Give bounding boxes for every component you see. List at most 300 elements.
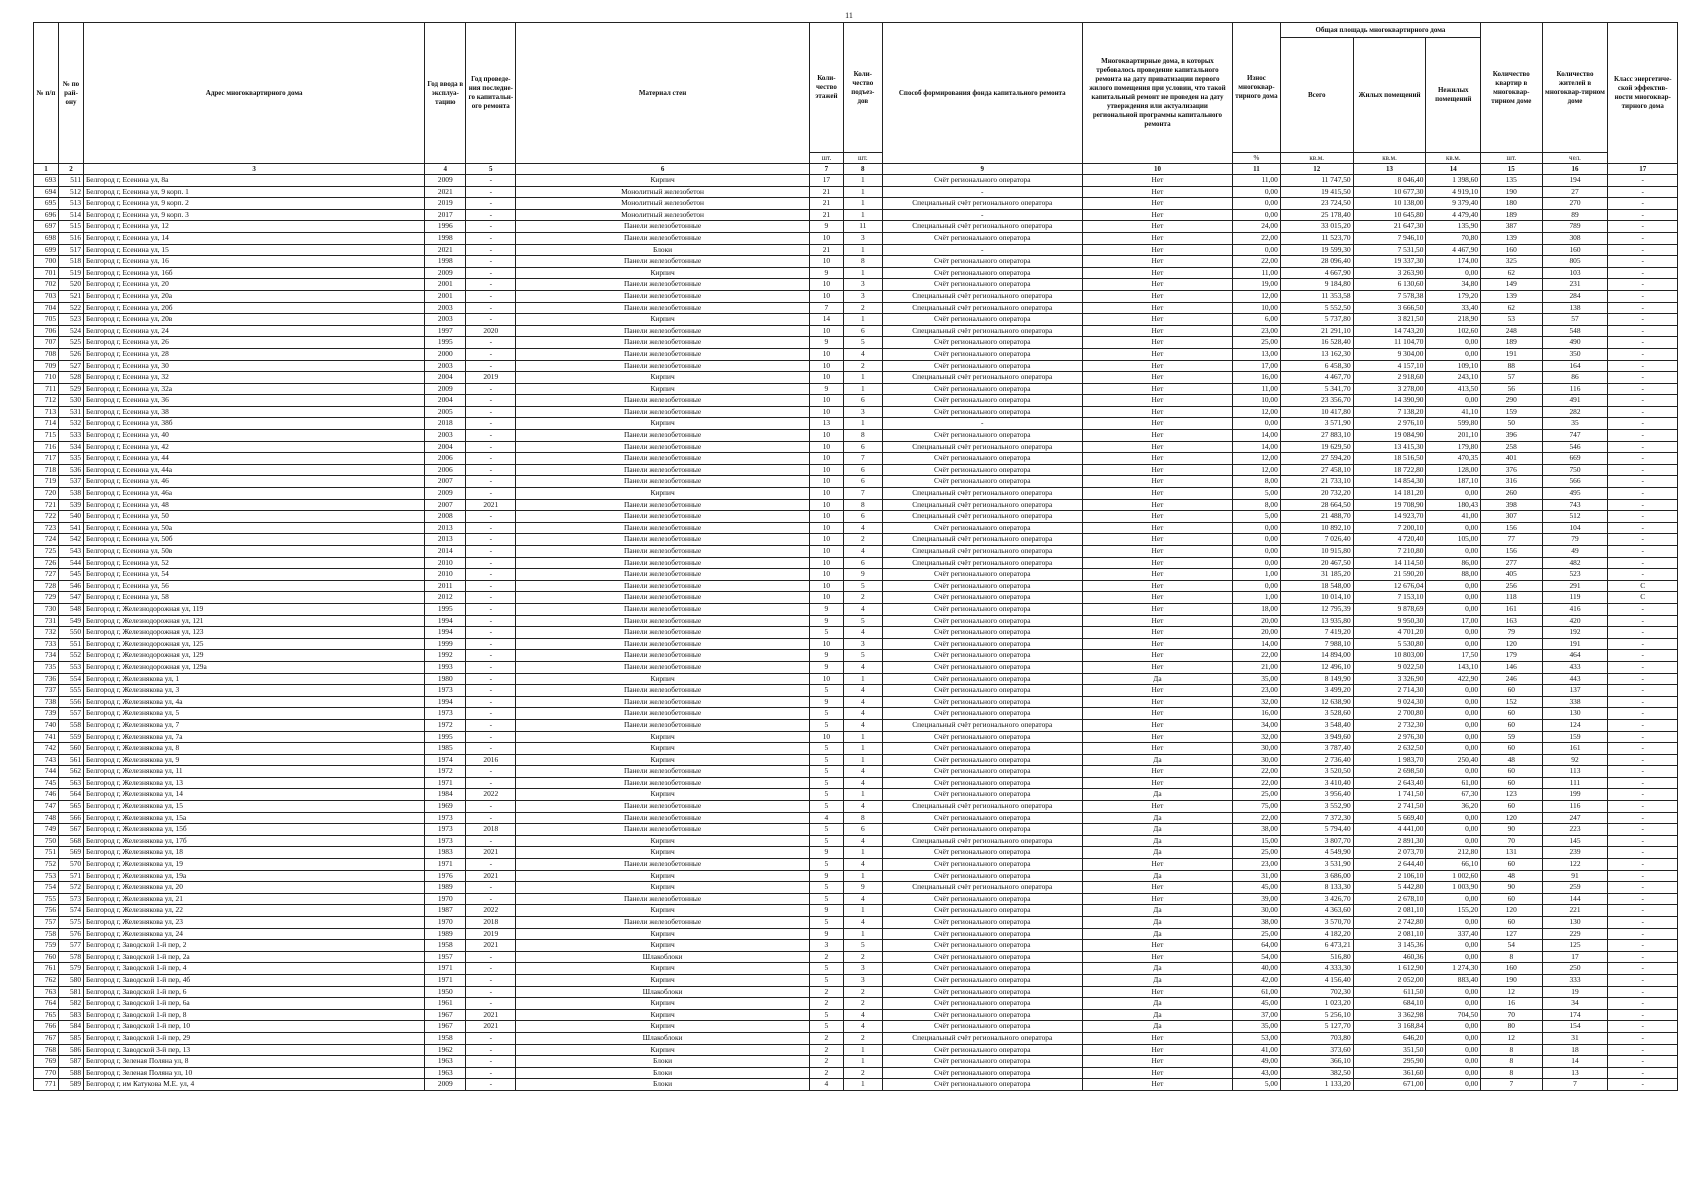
cell-entrances: 6 <box>843 557 882 569</box>
cell-area-living: 2 918,60 <box>1353 372 1426 384</box>
cell-wall-material: Кирпич <box>516 847 810 859</box>
cell-wear: 22,00 <box>1233 232 1281 244</box>
cell-apartments: 156 <box>1481 546 1542 558</box>
cell-row-number: 704 <box>34 302 59 314</box>
cell-entrances: 1 <box>843 905 882 917</box>
cell-floors: 10 <box>809 290 843 302</box>
cell-last-repair-year: 2021 <box>466 940 516 952</box>
cell-apartments: 189 <box>1481 337 1542 349</box>
cell-floors: 10 <box>809 256 843 268</box>
cell-district-number: 533 <box>59 430 84 442</box>
cell-entrances: 4 <box>843 801 882 813</box>
cell-residents: 104 <box>1542 522 1608 534</box>
cell-floors: 2 <box>809 1032 843 1044</box>
cell-wall-material: Панели железобетонные <box>516 499 810 511</box>
cell-area-total: 16 528,40 <box>1280 337 1353 349</box>
cell-district-number: 514 <box>59 209 84 221</box>
cell-entrances: 1 <box>843 372 882 384</box>
cell-address: Белгород г, им Катукова М.Е. ул, 4 <box>84 1079 425 1091</box>
cell-entrances: 4 <box>843 1009 882 1021</box>
cell-last-repair-year: - <box>466 893 516 905</box>
cell-residents: 14 <box>1542 1056 1608 1068</box>
cell-address: Белгород г, Железнякова ул, 24 <box>84 928 425 940</box>
cell-repair-required: Нет <box>1082 522 1232 534</box>
cell-area-nonliving: 0,00 <box>1426 1021 1481 1033</box>
cell-wall-material: Кирпич <box>516 418 810 430</box>
table-row <box>34 256 1678 268</box>
cell-wear: 49,00 <box>1233 1056 1281 1068</box>
cell-energy-class: - <box>1608 453 1678 465</box>
cell-row-number: 750 <box>34 835 59 847</box>
cell-residents: 57 <box>1542 314 1608 326</box>
cell-area-total: 12 638,90 <box>1280 696 1353 708</box>
cell-area-nonliving: 41,00 <box>1426 511 1481 523</box>
cell-fund-method: Счёт регионального оператора <box>882 314 1082 326</box>
cell-fund-method: Счёт регионального оператора <box>882 847 1082 859</box>
cell-row-number: 730 <box>34 603 59 615</box>
cell-year-built: 1989 <box>425 928 466 940</box>
table-row <box>34 708 1678 720</box>
cell-wear: 10,00 <box>1233 395 1281 407</box>
cell-floors: 5 <box>809 917 843 929</box>
cell-apartments: 59 <box>1481 731 1542 743</box>
cell-apartments: 48 <box>1481 754 1542 766</box>
unit-area-living: кв.м. <box>1353 153 1426 164</box>
cell-row-number: 771 <box>34 1079 59 1091</box>
cell-wall-material: Кирпич <box>516 1044 810 1056</box>
cell-residents: 160 <box>1542 244 1608 256</box>
cell-floors: 9 <box>809 221 843 233</box>
cell-year-built: 2007 <box>425 499 466 511</box>
cell-row-number: 765 <box>34 1009 59 1021</box>
table-row <box>34 650 1678 662</box>
cell-area-nonliving: 0,00 <box>1426 719 1481 731</box>
cell-row-number: 766 <box>34 1021 59 1033</box>
cell-repair-required: Нет <box>1082 499 1232 511</box>
table-row <box>34 603 1678 615</box>
cell-entrances: 4 <box>843 627 882 639</box>
cell-wall-material: Панели железобетонные <box>516 569 810 581</box>
cell-year-built: 2006 <box>425 453 466 465</box>
cell-residents: 35 <box>1542 418 1608 430</box>
cell-entrances: 3 <box>843 290 882 302</box>
cell-area-living: 2 073,70 <box>1353 847 1426 859</box>
cell-repair-required: Нет <box>1082 511 1232 523</box>
cell-energy-class: - <box>1608 696 1678 708</box>
cell-repair-required: Да <box>1082 917 1232 929</box>
cell-district-number: 586 <box>59 1044 84 1056</box>
cell-fund-method: Специальный счёт регионального оператора <box>882 882 1082 894</box>
cell-fund-method: Специальный счёт регионального оператора <box>882 534 1082 546</box>
cell-area-living: 14 114,50 <box>1353 557 1426 569</box>
cell-district-number: 573 <box>59 893 84 905</box>
table-row <box>34 731 1678 743</box>
cell-year-built: 2018 <box>425 418 466 430</box>
table-row <box>34 998 1678 1010</box>
cell-wall-material: Кирпич <box>516 372 810 384</box>
cell-energy-class: - <box>1608 383 1678 395</box>
cell-floors: 9 <box>809 661 843 673</box>
cell-energy-class: - <box>1608 325 1678 337</box>
table-row <box>34 569 1678 581</box>
cell-apartments: 307 <box>1481 511 1542 523</box>
cell-address: Белгород г, Железнякова ул, 22 <box>84 905 425 917</box>
cell-area-nonliving: 0,00 <box>1426 766 1481 778</box>
cell-address: Белгород г, Железнодорожная ул, 121 <box>84 615 425 627</box>
cell-area-nonliving: 155,20 <box>1426 905 1481 917</box>
cell-area-nonliving: 0,00 <box>1426 638 1481 650</box>
cell-fund-method: - <box>882 418 1082 430</box>
cell-apartments: 70 <box>1481 1009 1542 1021</box>
cell-area-total: 5 552,50 <box>1280 302 1353 314</box>
cell-area-living: 684,10 <box>1353 998 1426 1010</box>
cell-wear: 25,00 <box>1233 337 1281 349</box>
cell-area-nonliving: 34,80 <box>1426 279 1481 291</box>
cell-address: Белгород г, Есенина ул, 12 <box>84 221 425 233</box>
cell-floors: 14 <box>809 314 843 326</box>
cell-area-living: 3 326,90 <box>1353 673 1426 685</box>
cell-repair-required: Нет <box>1082 893 1232 905</box>
cell-wear: 22,00 <box>1233 812 1281 824</box>
cell-wear: 1,00 <box>1233 569 1281 581</box>
cell-year-built: 1998 <box>425 232 466 244</box>
cell-residents: 231 <box>1542 279 1608 291</box>
cell-repair-required: Нет <box>1082 302 1232 314</box>
cell-residents: 743 <box>1542 499 1608 511</box>
cell-area-total: 23 724,50 <box>1280 198 1353 210</box>
cell-address: Белгород г, Железнякова ул, 15а <box>84 812 425 824</box>
cell-entrances: 2 <box>843 951 882 963</box>
cell-district-number: 566 <box>59 812 84 824</box>
cell-address: Белгород г, Есенина ул, 20а <box>84 290 425 302</box>
cell-year-built: 2017 <box>425 209 466 221</box>
cell-area-living: 4 441,00 <box>1353 824 1426 836</box>
cell-row-number: 725 <box>34 546 59 558</box>
cell-energy-class: - <box>1608 534 1678 546</box>
cell-area-total: 3 520,50 <box>1280 766 1353 778</box>
cell-year-built: 2021 <box>425 244 466 256</box>
cell-last-repair-year: - <box>466 488 516 500</box>
cell-residents: 144 <box>1542 893 1608 905</box>
cell-energy-class: - <box>1608 348 1678 360</box>
cell-apartments: 127 <box>1481 928 1542 940</box>
cell-floors: 5 <box>809 835 843 847</box>
cell-last-repair-year: - <box>466 476 516 488</box>
cell-area-total: 3 570,70 <box>1280 917 1353 929</box>
cell-repair-required: Нет <box>1082 534 1232 546</box>
cell-year-built: 1993 <box>425 661 466 673</box>
cell-entrances: 6 <box>843 511 882 523</box>
cell-district-number: 553 <box>59 661 84 673</box>
cell-row-number: 749 <box>34 824 59 836</box>
cell-entrances: 2 <box>843 592 882 604</box>
cell-area-nonliving: 413,50 <box>1426 383 1481 395</box>
cell-address: Белгород г, Железнякова ул, 20 <box>84 882 425 894</box>
cell-residents: 27 <box>1542 186 1608 198</box>
cell-fund-method: Специальный счёт регионального оператора <box>882 488 1082 500</box>
cell-residents: 464 <box>1542 650 1608 662</box>
cell-repair-required: Нет <box>1082 232 1232 244</box>
cell-area-living: 19 337,30 <box>1353 256 1426 268</box>
cell-district-number: 568 <box>59 835 84 847</box>
cell-repair-required: Нет <box>1082 314 1232 326</box>
cell-address: Белгород г, Есенина ул, 8а <box>84 175 425 187</box>
cell-area-total: 8 149,90 <box>1280 673 1353 685</box>
cell-district-number: 559 <box>59 731 84 743</box>
cell-apartments: 190 <box>1481 186 1542 198</box>
cell-area-nonliving: 0,00 <box>1426 731 1481 743</box>
cell-energy-class: - <box>1608 963 1678 975</box>
cell-apartments: 258 <box>1481 441 1542 453</box>
cell-residents: 333 <box>1542 974 1608 986</box>
cell-energy-class: - <box>1608 824 1678 836</box>
cell-wear: 37,00 <box>1233 1009 1281 1021</box>
cell-floors: 9 <box>809 615 843 627</box>
cell-area-total: 27 883,10 <box>1280 430 1353 442</box>
cell-wall-material: Панели железобетонные <box>516 290 810 302</box>
cell-wall-material: Шлакоблоки <box>516 1032 810 1044</box>
cell-last-repair-year: - <box>466 580 516 592</box>
cell-residents: 221 <box>1542 905 1608 917</box>
cell-row-number: 747 <box>34 801 59 813</box>
cell-entrances: 9 <box>843 882 882 894</box>
cell-residents: 124 <box>1542 719 1608 731</box>
cell-area-living: 2 678,10 <box>1353 893 1426 905</box>
cell-area-total: 11 747,50 <box>1280 175 1353 187</box>
cell-area-total: 4 333,30 <box>1280 963 1353 975</box>
cell-row-number: 696 <box>34 209 59 221</box>
housing-register-sheet <box>33 22 1678 1091</box>
cell-year-built: 1969 <box>425 801 466 813</box>
cell-year-built: 1961 <box>425 998 466 1010</box>
cell-area-total: 1 133,20 <box>1280 1079 1353 1091</box>
cell-energy-class: - <box>1608 186 1678 198</box>
cell-floors: 10 <box>809 511 843 523</box>
cell-energy-class: - <box>1608 418 1678 430</box>
cell-row-number: 757 <box>34 917 59 929</box>
cell-address: Белгород г, Заводской 3-й пер, 13 <box>84 1044 425 1056</box>
cell-address: Белгород г, Есенина ул, 44 <box>84 453 425 465</box>
cell-entrances: 1 <box>843 754 882 766</box>
cell-residents: 7 <box>1542 1079 1608 1091</box>
cell-wear: 75,00 <box>1233 801 1281 813</box>
cell-area-nonliving: 41,10 <box>1426 406 1481 418</box>
cell-floors: 21 <box>809 186 843 198</box>
cell-residents: 338 <box>1542 696 1608 708</box>
cell-residents: 138 <box>1542 302 1608 314</box>
cell-fund-method: Счёт регионального оператора <box>882 615 1082 627</box>
cell-area-living: 460,36 <box>1353 951 1426 963</box>
cell-apartments: 53 <box>1481 314 1542 326</box>
cell-energy-class: - <box>1608 476 1678 488</box>
cell-wear: 0,00 <box>1233 522 1281 534</box>
cell-area-nonliving: 4 467,90 <box>1426 244 1481 256</box>
cell-repair-required: Нет <box>1082 685 1232 697</box>
cell-year-built: 1963 <box>425 1067 466 1079</box>
cell-last-repair-year: - <box>466 859 516 871</box>
cell-residents: 491 <box>1542 395 1608 407</box>
cell-energy-class: - <box>1608 372 1678 384</box>
cell-entrances: 1 <box>843 743 882 755</box>
cell-area-nonliving: 0,00 <box>1426 580 1481 592</box>
cell-area-living: 2 700,80 <box>1353 708 1426 720</box>
cell-floors: 10 <box>809 499 843 511</box>
cell-floors: 5 <box>809 974 843 986</box>
header-row-number: № п/п <box>34 23 59 164</box>
cell-wall-material: Панели железобетонные <box>516 603 810 615</box>
cell-repair-required: Нет <box>1082 418 1232 430</box>
table-row <box>34 824 1678 836</box>
cell-wear: 5,00 <box>1233 1079 1281 1091</box>
cell-district-number: 537 <box>59 476 84 488</box>
cell-last-repair-year: - <box>466 221 516 233</box>
cell-district-number: 527 <box>59 360 84 372</box>
cell-floors: 10 <box>809 546 843 558</box>
cell-residents: 19 <box>1542 986 1608 998</box>
cell-address: Белгород г, Есенина ул, 56 <box>84 580 425 592</box>
cell-area-total: 3 956,40 <box>1280 789 1353 801</box>
cell-district-number: 572 <box>59 882 84 894</box>
cell-wall-material: Шлакоблоки <box>516 951 810 963</box>
cell-energy-class: - <box>1608 812 1678 824</box>
cell-wall-material: Панели железобетонные <box>516 766 810 778</box>
cell-repair-required: Нет <box>1082 569 1232 581</box>
cell-fund-method: Счёт регионального оператора <box>882 789 1082 801</box>
cell-wall-material: Панели железобетонные <box>516 917 810 929</box>
cell-wall-material: Панели железобетонные <box>516 279 810 291</box>
cell-area-nonliving: 0,00 <box>1426 940 1481 952</box>
cell-floors: 9 <box>809 383 843 395</box>
cell-fund-method: Счёт регионального оператора <box>882 708 1082 720</box>
table-row <box>34 905 1678 917</box>
cell-wear: 8,00 <box>1233 476 1281 488</box>
cell-energy-class: - <box>1608 951 1678 963</box>
cell-wall-material: Панели железобетонные <box>516 661 810 673</box>
cell-wall-material: Панели железобетонные <box>516 511 810 523</box>
table-row <box>34 847 1678 859</box>
cell-area-nonliving: 1 002,60 <box>1426 870 1481 882</box>
cell-last-repair-year: - <box>466 731 516 743</box>
cell-fund-method: Счёт регионального оператора <box>882 963 1082 975</box>
cell-apartments: 180 <box>1481 198 1542 210</box>
cell-last-repair-year: - <box>466 383 516 395</box>
cell-last-repair-year: - <box>466 777 516 789</box>
cell-area-living: 19 708,90 <box>1353 499 1426 511</box>
cell-area-living: 14 743,20 <box>1353 325 1426 337</box>
cell-wear: 6,00 <box>1233 314 1281 326</box>
cell-wear: 45,00 <box>1233 998 1281 1010</box>
cell-area-nonliving: 0,00 <box>1426 348 1481 360</box>
cell-last-repair-year: - <box>466 696 516 708</box>
cell-area-living: 2 643,40 <box>1353 777 1426 789</box>
cell-energy-class: - <box>1608 1056 1678 1068</box>
cell-row-number: 753 <box>34 870 59 882</box>
cell-wear: 22,00 <box>1233 777 1281 789</box>
cell-floors: 9 <box>809 267 843 279</box>
cell-wall-material: Панели железобетонные <box>516 302 810 314</box>
cell-district-number: 548 <box>59 603 84 615</box>
cell-area-nonliving: 0,00 <box>1426 1044 1481 1056</box>
cell-entrances: 1 <box>843 731 882 743</box>
table-row <box>34 986 1678 998</box>
cell-area-living: 3 278,00 <box>1353 383 1426 395</box>
col-number: 12 <box>1280 164 1353 175</box>
cell-area-nonliving: 0,00 <box>1426 998 1481 1010</box>
cell-energy-class: - <box>1608 638 1678 650</box>
cell-floors: 9 <box>809 847 843 859</box>
cell-energy-class: - <box>1608 546 1678 558</box>
cell-wear: 0,00 <box>1233 580 1281 592</box>
cell-residents: 546 <box>1542 441 1608 453</box>
col-number: 1 <box>34 164 59 175</box>
cell-district-number: 516 <box>59 232 84 244</box>
cell-wear: 45,00 <box>1233 882 1281 894</box>
cell-last-repair-year: 2022 <box>466 905 516 917</box>
cell-district-number: 551 <box>59 638 84 650</box>
cell-area-total: 21 733,10 <box>1280 476 1353 488</box>
cell-residents: 89 <box>1542 209 1608 221</box>
cell-area-nonliving: 0,00 <box>1426 812 1481 824</box>
cell-energy-class: - <box>1608 777 1678 789</box>
cell-district-number: 535 <box>59 453 84 465</box>
cell-entrances: 3 <box>843 963 882 975</box>
cell-area-total: 11 353,58 <box>1280 290 1353 302</box>
cell-wall-material: Кирпич <box>516 835 810 847</box>
cell-district-number: 522 <box>59 302 84 314</box>
cell-fund-method: Специальный счёт регионального оператора <box>882 372 1082 384</box>
cell-wear: 22,00 <box>1233 650 1281 662</box>
cell-address: Белгород г, Заводской 1-й пер, 29 <box>84 1032 425 1044</box>
cell-district-number: 530 <box>59 395 84 407</box>
table-row <box>34 917 1678 929</box>
cell-area-living: 3 362,98 <box>1353 1009 1426 1021</box>
cell-address: Белгород г, Есенина ул, 9 корп. 1 <box>84 186 425 198</box>
cell-area-nonliving: 704,50 <box>1426 1009 1481 1021</box>
cell-last-repair-year: - <box>466 244 516 256</box>
cell-energy-class: - <box>1608 464 1678 476</box>
table-row <box>34 1056 1678 1068</box>
cell-area-total: 7 419,20 <box>1280 627 1353 639</box>
cell-floors: 9 <box>809 337 843 349</box>
cell-wear: 17,00 <box>1233 360 1281 372</box>
table-row <box>34 963 1678 975</box>
cell-residents: 490 <box>1542 337 1608 349</box>
table-body <box>34 175 1678 1091</box>
cell-apartments: 161 <box>1481 603 1542 615</box>
cell-area-total: 3 499,20 <box>1280 685 1353 697</box>
cell-area-living: 7 210,80 <box>1353 546 1426 558</box>
cell-energy-class: - <box>1608 685 1678 697</box>
cell-area-living: 611,50 <box>1353 986 1426 998</box>
cell-fund-method: Счёт регионального оператора <box>882 453 1082 465</box>
cell-area-living: 9 022,50 <box>1353 661 1426 673</box>
cell-area-total: 10 915,80 <box>1280 546 1353 558</box>
header-address: Адрес многоквартирного дома <box>84 23 425 164</box>
cell-residents: 223 <box>1542 824 1608 836</box>
cell-wall-material: Кирпич <box>516 267 810 279</box>
cell-repair-required: Да <box>1082 812 1232 824</box>
cell-wall-material: Панели железобетонные <box>516 476 810 488</box>
cell-year-built: 1999 <box>425 638 466 650</box>
cell-floors: 10 <box>809 580 843 592</box>
cell-year-built: 2013 <box>425 534 466 546</box>
cell-repair-required: Нет <box>1082 372 1232 384</box>
unit-area-total: кв.м. <box>1280 153 1353 164</box>
cell-wear: 24,00 <box>1233 221 1281 233</box>
cell-district-number: 569 <box>59 847 84 859</box>
cell-wall-material: Панели железобетонные <box>516 893 810 905</box>
cell-area-total: 9 184,80 <box>1280 279 1353 291</box>
